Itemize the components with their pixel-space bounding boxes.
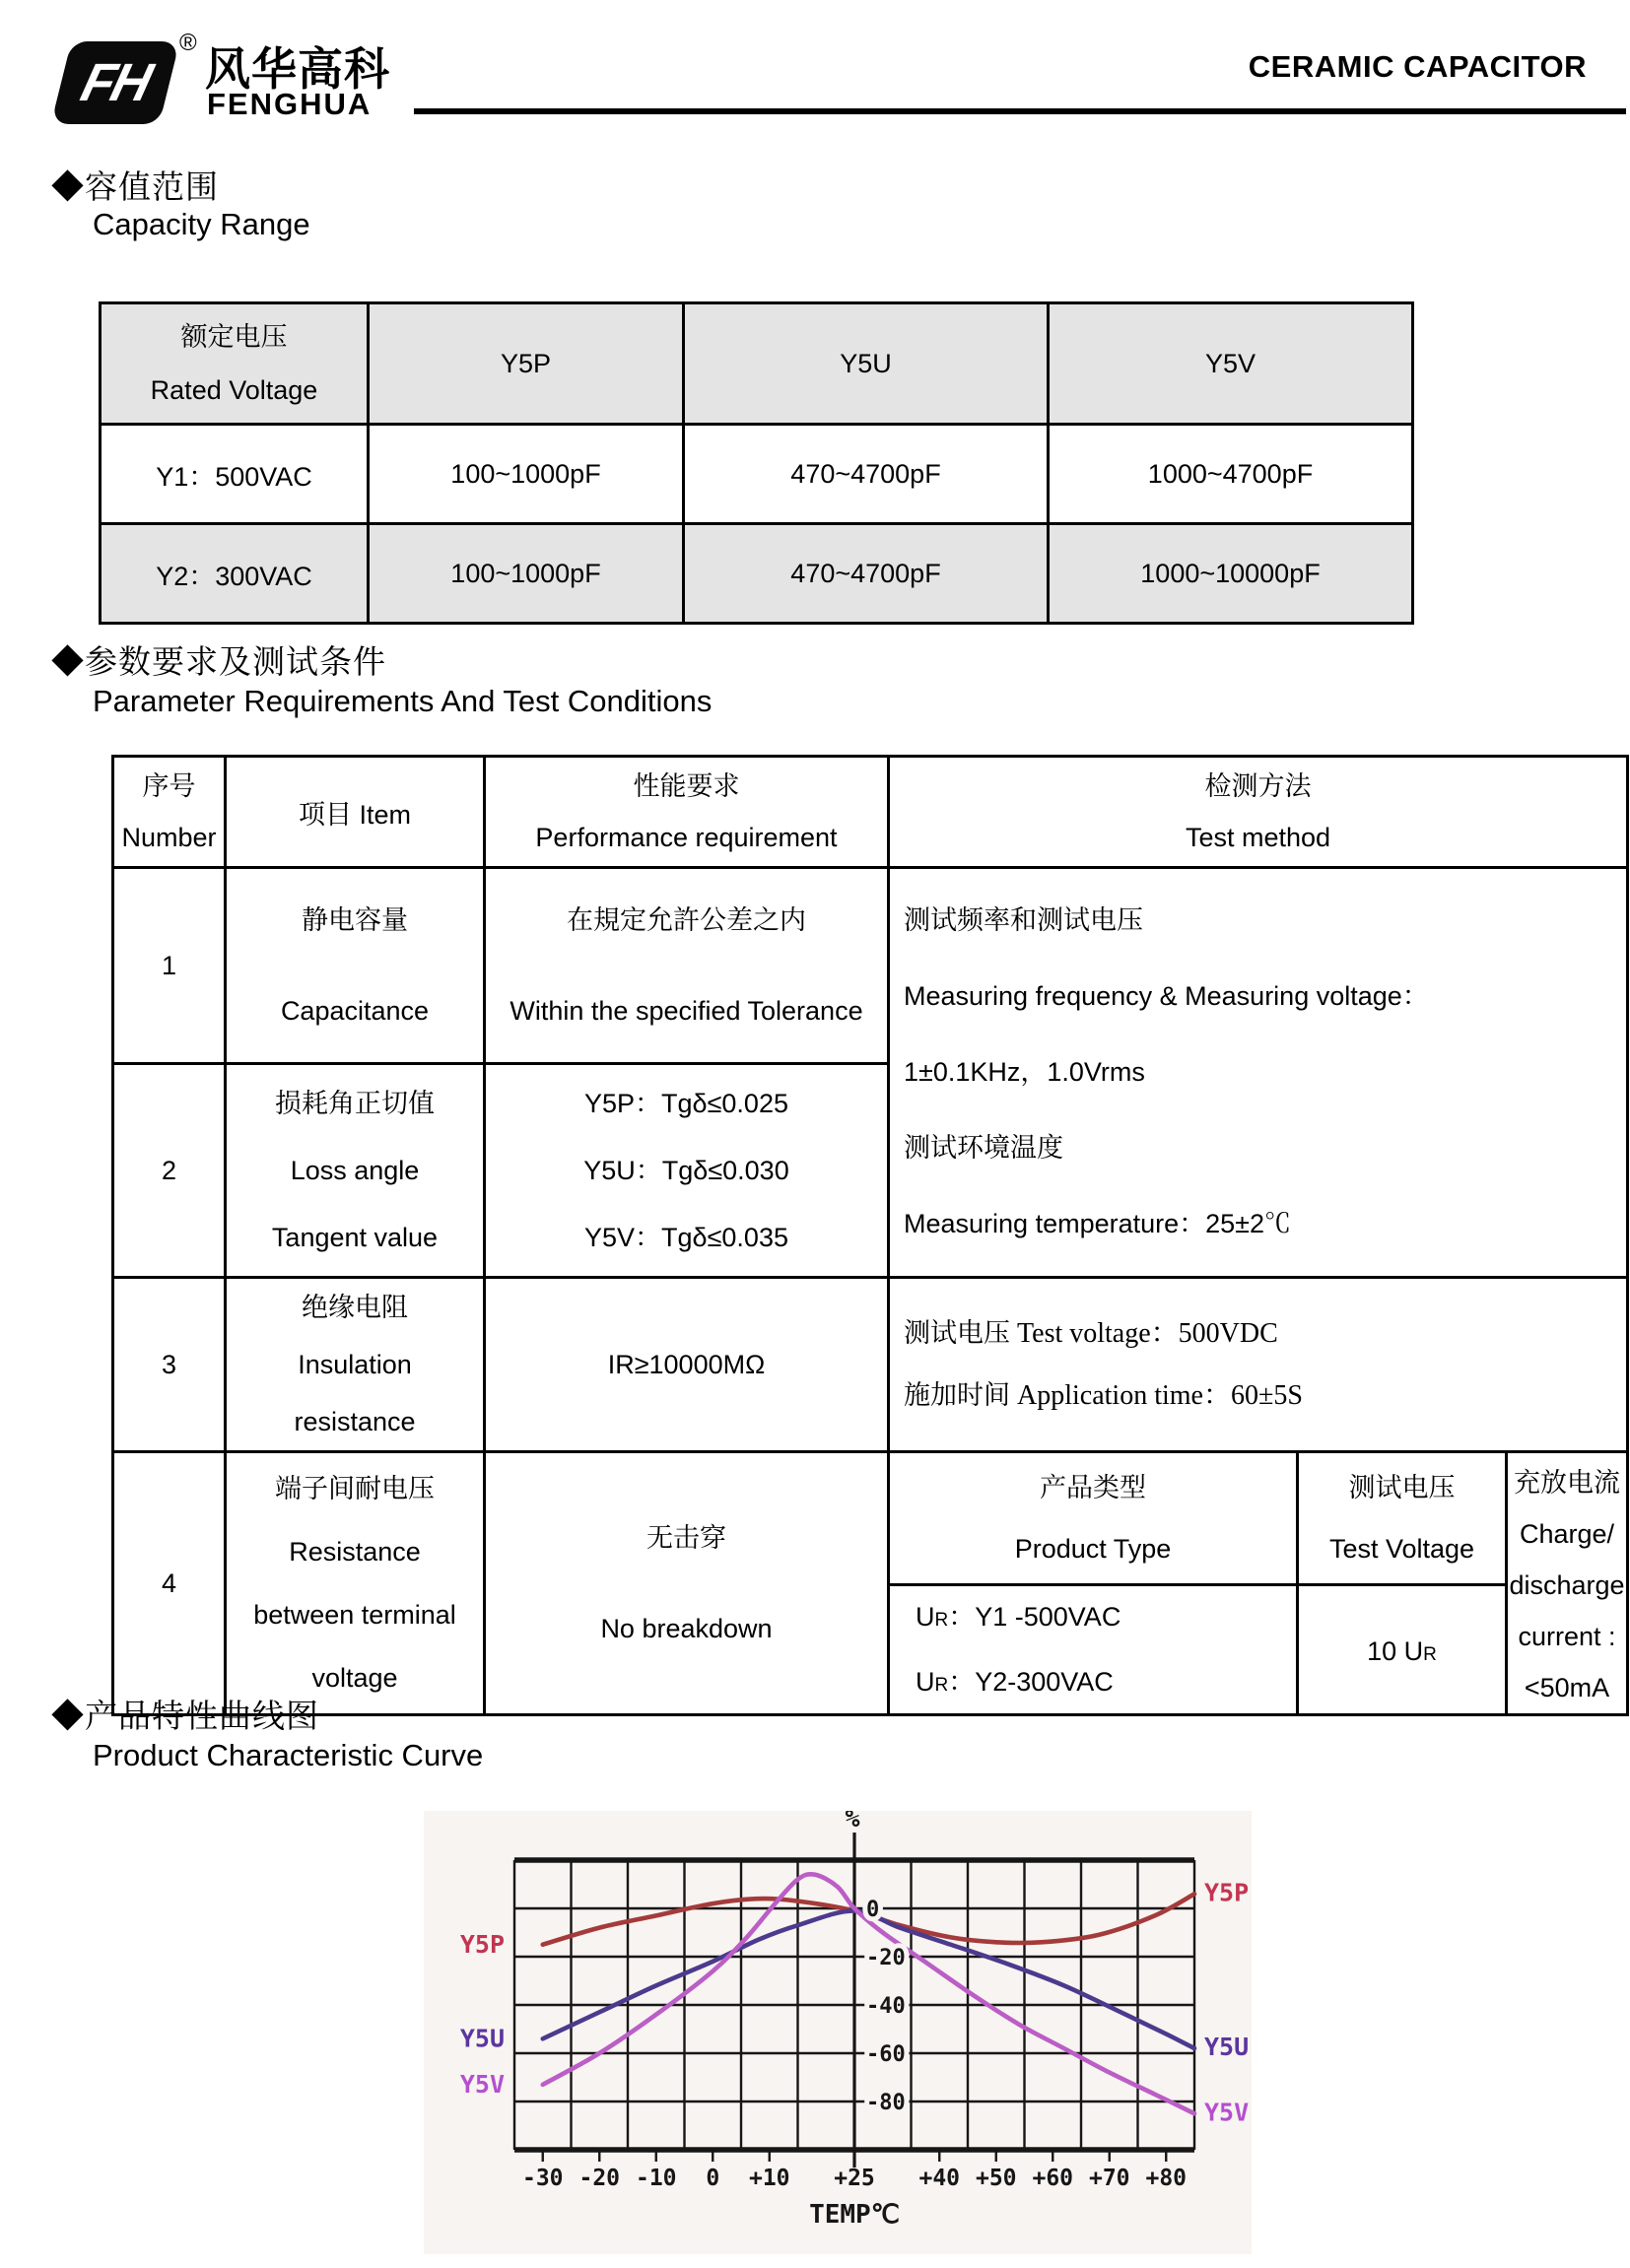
cell-y1-y5v: 1000~4700pF (1049, 425, 1413, 524)
cell-y2-voltage: Y2：300VAC (101, 524, 369, 624)
cell-method-insulation: 测试电压 Test voltage：500VDC 施加时间 Application time：60±5S (889, 1278, 1628, 1452)
cell-y1-y5p: 100~1000pF (369, 425, 684, 524)
svg-text:-10: -10 (635, 2166, 677, 2191)
svg-text:Y5U: Y5U (459, 2024, 505, 2053)
cell-item-withstand: 端子间耐电压 Resistance between terminal voltage (226, 1452, 485, 1715)
header-number: 序号 Number (113, 757, 226, 868)
header-performance: 性能要求 Performance requirement (485, 757, 889, 868)
svg-text:+40: +40 (918, 2166, 961, 2191)
table-row (101, 425, 1413, 524)
fenghua-logo-icon (51, 41, 180, 124)
table-row-withstand-voltage (113, 1452, 1628, 1715)
svg-text:+10: +10 (748, 2166, 790, 2191)
header-y5v: Y5V (1049, 303, 1413, 425)
sub-header-test-voltage: 测试电压 Test Voltage (1296, 1453, 1505, 1583)
logo-letters: FH (75, 53, 156, 112)
svg-text:0: 0 (706, 2166, 720, 2191)
svg-text:TEMP℃: TEMP℃ (809, 2200, 900, 2230)
cell-number-2: 2 (113, 1064, 226, 1278)
cell-y1-voltage: Y1：500VAC (101, 425, 369, 524)
table-header-row (101, 303, 1413, 425)
table-row-insulation (113, 1278, 1628, 1452)
cell-perf-loss-angle: Y5P：Tgδ≤0.025 Y5U：Tgδ≤0.030 Y5V：Tgδ≤0.035 (485, 1064, 889, 1278)
sub-header-product-type: 产品类型 Product Type (1014, 1473, 1172, 1564)
cell-y2-y5v: 1000~10000pF (1049, 524, 1413, 624)
svg-text:+80: +80 (1145, 2166, 1188, 2191)
withstand-sub-table (890, 1453, 1626, 1713)
svg-text:Y5P: Y5P (1204, 1878, 1250, 1907)
svg-text:+25: +25 (834, 2166, 875, 2191)
cell-item-capacitance: 静电容量 Capacitance (226, 868, 485, 1064)
cell-perf-insulation: IR≥10000MΩ (485, 1278, 889, 1452)
svg-text:0: 0 (866, 1898, 880, 1922)
cell-perf-withstand: 无击穿 No breakdown (485, 1452, 889, 1715)
svg-text:+60: +60 (1032, 2166, 1074, 2191)
cell-item-loss-angle: 损耗角正切值 Loss angle Tangent value (226, 1064, 485, 1278)
cell-item-insulation: 绝缘电阻 Insulation resistance (226, 1278, 485, 1452)
svg-text:-80: -80 (866, 2091, 906, 2115)
product-characteristic-curve-chart (424, 1811, 1252, 2254)
capacity-range-table (99, 301, 1414, 625)
header-divider (414, 108, 1626, 114)
parameter-requirements-table (111, 755, 1629, 1716)
table-row-capacitance (113, 868, 1628, 1064)
svg-text:Y5U: Y5U (1204, 2033, 1250, 2062)
svg-text:+50: +50 (975, 2166, 1017, 2191)
cell-number-4: 4 (113, 1452, 226, 1715)
cell-y2-y5p: 100~1000pF (369, 524, 684, 624)
cell-y2-y5u: 470~4700pF (684, 524, 1049, 624)
registered-trademark-icon: ® (179, 30, 197, 56)
cell-method-rows1-2: 测试频率和测试电压 Measuring frequency & Measuring voltage： 1±0.1KHz，1.0Vrms 测试环境温度 Measuring temperature：25±2℃ (889, 868, 1628, 1278)
cell-method-withstand (889, 1452, 1628, 1715)
page-title: CERAMIC CAPACITOR (1248, 49, 1587, 84)
svg-text:%: % (845, 1811, 860, 1833)
sub-cell-10ur: 10 UR (1296, 1583, 1505, 1716)
temperature-characteristic-svg (424, 1811, 1252, 2254)
svg-text:-60: -60 (866, 2042, 906, 2067)
section2-title-en: Parameter Requirements And Test Conditions (93, 684, 713, 718)
header-y5u: Y5U (684, 303, 1049, 425)
header-test-method: 检测方法 Test method (889, 757, 1628, 868)
sub-cell-ur-values: UR：Y1 -500VAC UR：Y2-300VAC (890, 1583, 1296, 1716)
brand-name-chinese: 风华高科 (205, 43, 390, 95)
table-header-row (113, 757, 1628, 868)
svg-text:Y5V: Y5V (459, 2069, 505, 2099)
svg-text:-20: -20 (866, 1946, 906, 1970)
svg-text:-30: -30 (521, 2166, 564, 2191)
svg-text:+70: +70 (1088, 2166, 1130, 2191)
svg-text:-40: -40 (866, 1994, 906, 2019)
header-item: 项目 Item (226, 757, 485, 868)
brand-name-english: FENGHUA (207, 87, 373, 121)
cell-perf-capacitance: 在規定允許公差之内 Within the specified Tolerance (485, 868, 889, 1064)
sub-cell-charge-discharge: 充放电流 Charge/ discharge current : <50mA (1505, 1453, 1626, 1716)
svg-text:Y5V: Y5V (1204, 2098, 1250, 2127)
header-rated-voltage: 额定电压 Rated Voltage (101, 303, 369, 425)
table-row (101, 524, 1413, 624)
section1-title-cn: ◆容值范围 (51, 168, 219, 205)
section1-title-en: Capacity Range (93, 207, 310, 241)
header-y5p: Y5P (369, 303, 684, 425)
section3-title-cn: ◆产品特性曲线图 (51, 1698, 319, 1734)
section3-title-en: Product Characteristic Curve (93, 1738, 484, 1772)
section2-title-cn: ◆参数要求及测试条件 (51, 643, 386, 680)
cell-number-3: 3 (113, 1278, 226, 1452)
svg-text:Y5P: Y5P (459, 1929, 505, 1959)
cell-number-1: 1 (113, 868, 226, 1064)
cell-y1-y5u: 470~4700pF (684, 425, 1049, 524)
svg-text:-20: -20 (578, 2166, 621, 2191)
